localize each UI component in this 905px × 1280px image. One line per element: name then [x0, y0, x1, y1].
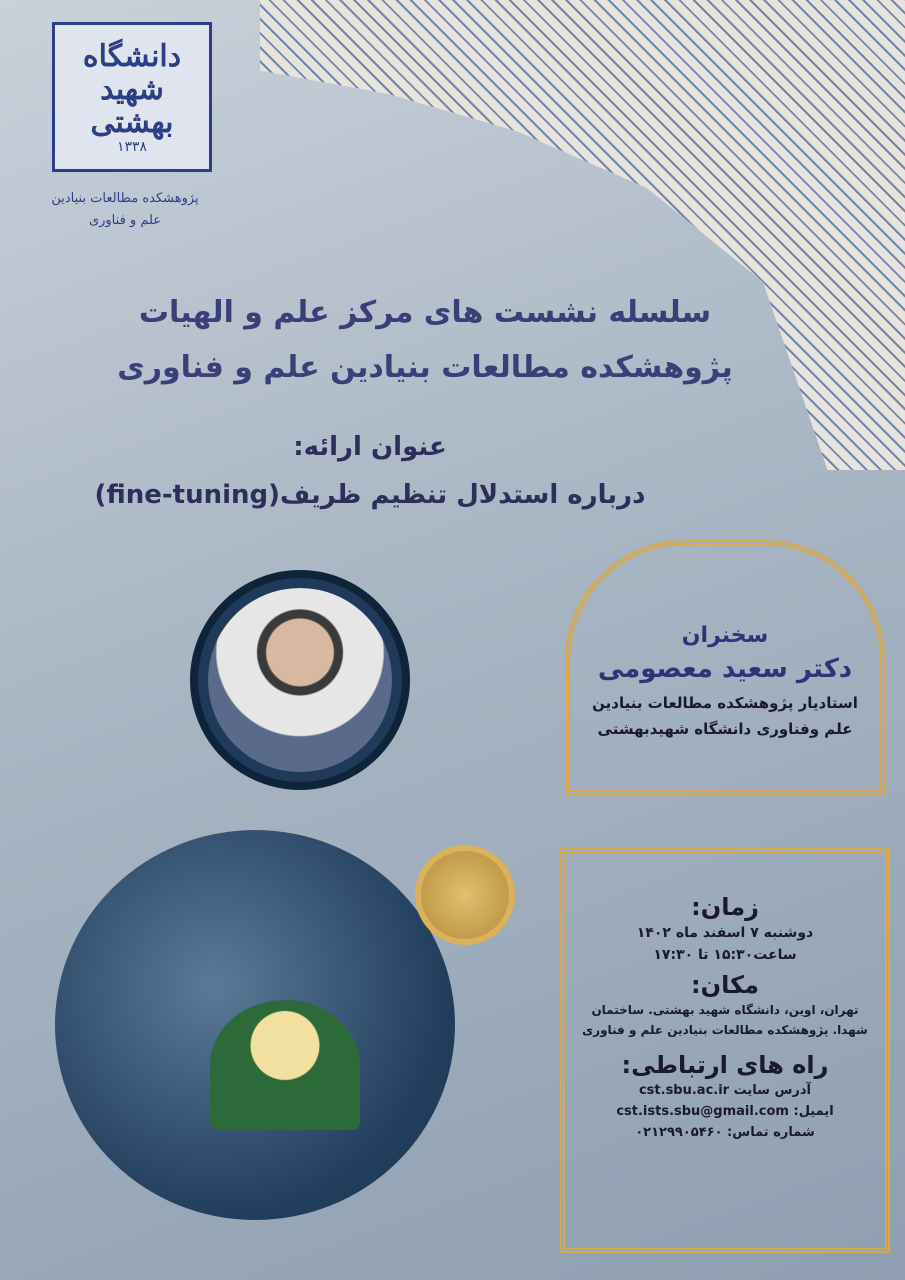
institute-name — [20, 188, 230, 232]
institute-title: پژوهشکده مطالعات بنیادین علم و فناوری — [117, 350, 733, 385]
gold-circle-decoration — [415, 845, 515, 945]
email-link[interactable]: ایمیل: cst.ists.sbu@gmail.com — [616, 1104, 834, 1119]
phone-number: شماره تماس: ۰۲۱۲۹۹۰۵۴۶۰ — [635, 1125, 815, 1140]
speaker-affiliation-1: استادیار پژوهشکده مطالعات بنیادین — [592, 694, 858, 712]
speaker-name: دکتر سعید معصومی — [597, 654, 853, 684]
institute-line1: پژوهشکده مطالعات بنیادین — [51, 191, 199, 206]
event-hours: ساعت۱۵:۳۰ تا ۱۷:۳۰ — [653, 947, 797, 963]
contact-label: راه های ارتباطی: — [621, 1051, 829, 1079]
place-label: مکان: — [691, 971, 759, 999]
time-label: زمان: — [691, 893, 759, 921]
speaker-photo — [190, 570, 410, 790]
university-logo — [52, 22, 212, 172]
speaker-affiliation-2: علم وفناوری دانشگاه شهیدبهشتی — [597, 720, 853, 738]
speaker-label: سخنران — [681, 623, 769, 648]
logo-text: دانشگاه شهید بهشتی — [82, 38, 182, 140]
talk-title: درباره استدلال تنظیم ظریف(fine-tuning) — [94, 480, 646, 510]
talk-label: عنوان ارائه: — [293, 432, 447, 462]
website-link[interactable]: آدرس سایت cst.sbu.ac.ir — [638, 1083, 812, 1098]
series-title: سلسله نشست های مرکز علم و الهیات — [138, 295, 712, 330]
event-date: دوشنبه ۷ اسفند ماه ۱۴۰۲ — [636, 925, 814, 941]
place-line2: شهدا. پژوهشکده مطالعات بنیادین علم و فناوری — [582, 1023, 868, 1037]
institute-line2: علم و فناوری — [88, 213, 162, 228]
islamic-pattern-decoration — [260, 0, 905, 470]
speaker-box — [565, 540, 885, 795]
logo-year: ۱۳۳۸ — [116, 138, 148, 155]
place-line1: تهران، اوین، دانشگاه شهید بهشتی. ساختمان — [591, 1003, 859, 1017]
institute-emblem — [210, 1000, 360, 1130]
event-info-box — [560, 848, 890, 1253]
